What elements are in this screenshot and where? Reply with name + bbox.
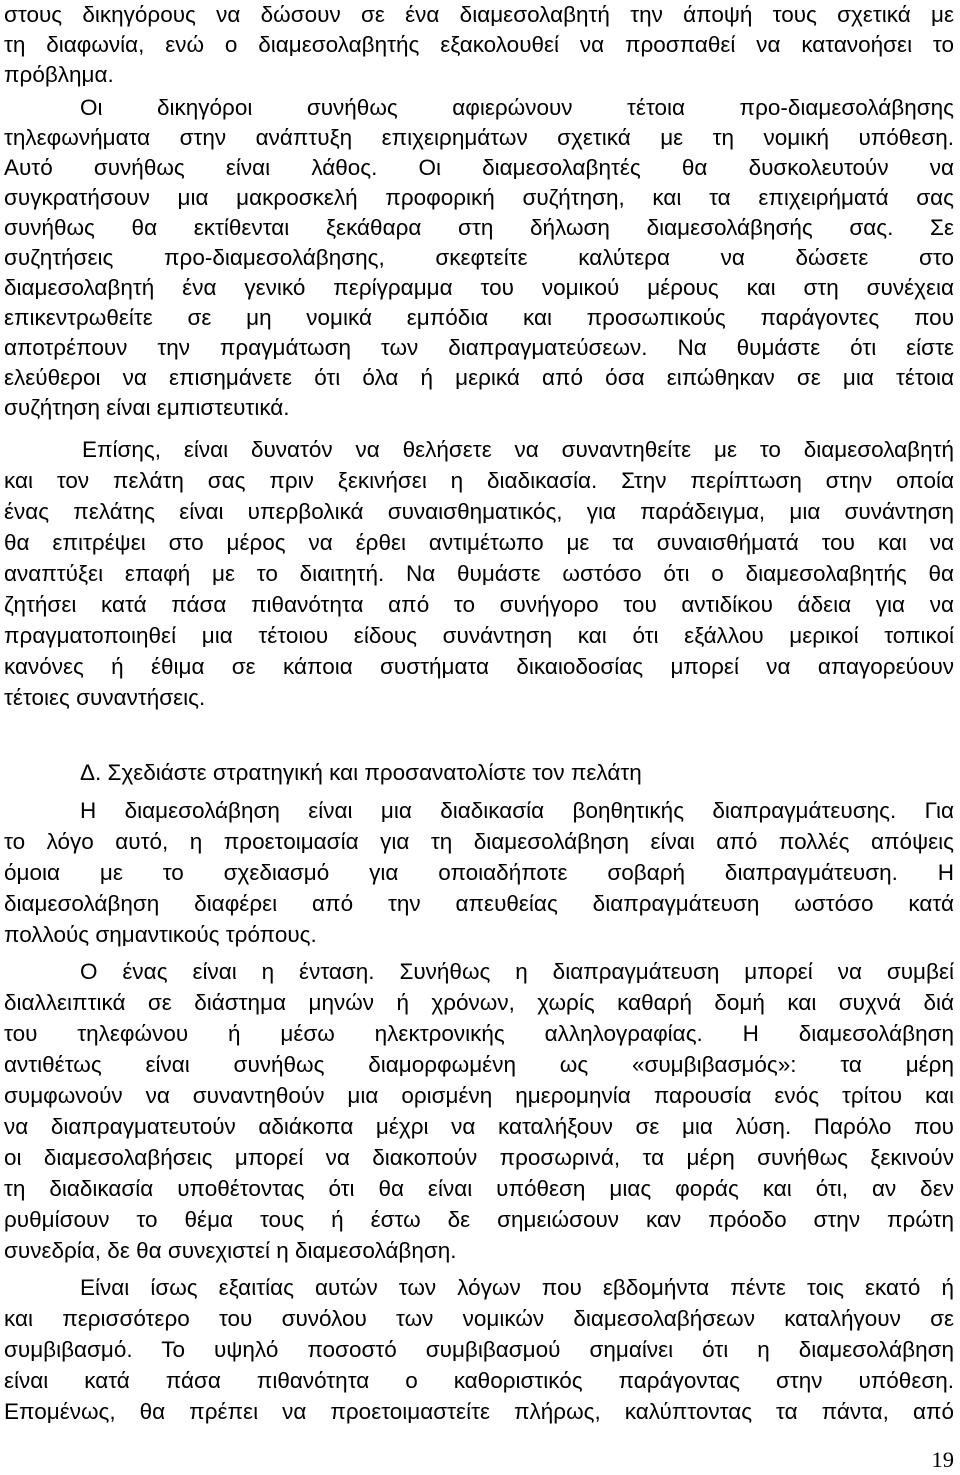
text-line: αποτρέπουν την πραγμάτωση των διαπραγματεύσεων. Να θυμάστε ότι είστε — [4, 335, 954, 360]
section-heading: Δ. Σχεδιάστε στρατηγική και προσανατολίστε τον πελάτη — [80, 760, 642, 785]
text-line: συνεδρία, δε θα συνεχιστεί η διαμεσολάβηση. — [4, 1238, 457, 1263]
text-line: τηλεφωνήματα στην ανάπτυξη επιχειρημάτων σχετικά με τη νομική υπόθεση. — [4, 125, 954, 150]
text-line: να διαπραγματευτούν αδιάκοπα μέχρι να καταλήξουν σε μια λύση. Παρόλο που — [4, 1114, 954, 1139]
text-line: διαμεσολάβηση διαφέρει από την απευθείας διαπραγμάτευση ωστόσο κατά — [4, 891, 954, 916]
text-line: θα επιτρέψει στο μέρος να έρθει αντιμέτωπο με τα συναισθήματά του και να — [4, 530, 954, 555]
text-line: πραγματοποιηθεί μια τέτοιου είδους συνάντηση και ότι εξάλλου μερικοί τοπικοί — [4, 623, 954, 648]
text-line: ρυθμίσουν το θέμα τους ή έστω δε σημειώσουν καν πρόοδο στην πρώτη — [4, 1207, 954, 1232]
text-line: στους δικηγόρους να δώσουν σε ένα διαμεσολαβητή την άποψή τους σχετικά με — [4, 2, 954, 27]
text-line: συγκρατήσουν μια μακροσκελή προφορική συζήτηση, και τα επιχειρήματά σας — [4, 185, 954, 210]
text-line: και περισσότερο του συνόλου των νομικών διαμεσολαβήσεων καταλήγουν σε — [4, 1306, 954, 1331]
text-line: τη διαδικασία υποθέτοντας ότι θα είναι υπόθεση μιας φοράς και ότι, αν δεν — [4, 1176, 954, 1201]
text-line: οι διαμεσολαβήσεις μπορεί να διακοπούν προσωρινά, τα μέρη συνήθως ξεκινούν — [4, 1145, 954, 1170]
text-line: πολλούς σημαντικούς τρόπους. — [4, 922, 317, 947]
text-line: Είναι ίσως εξαιτίας αυτών των λόγων που εβδομήντα πέντε τοις εκατό ή — [80, 1275, 954, 1300]
text-line: αναπτύξει επαφή με το διαιτητή. Να θυμάστε ωστόσο ότι ο διαμεσολαβητής θα — [4, 561, 954, 586]
text-line: Αυτό συνήθως είναι λάθος. Οι διαμεσολαβητές θα δυσκολευτούν να — [4, 155, 954, 180]
text-line: διαλλειπτικά σε διάστημα μηνών ή χρόνων, χωρίς καθαρή δομή και συχνά διά — [4, 990, 954, 1015]
text-line: Η διαμεσολάβηση είναι μια διαδικασία βοηθητικής διαπραγμάτευσης. Για — [80, 798, 954, 823]
text-line: συζήτηση είναι εμπιστευτικά. — [4, 395, 290, 420]
text-line: Ο ένας είναι η ένταση. Συνήθως η διαπραγμάτευση μπορεί να συμβεί — [80, 959, 954, 984]
text-line: συνήθως θα εκτίθενται ξεκάθαρα στη δήλωση διαμεσολάβησής σας. Σε — [4, 215, 954, 240]
text-line: διαμεσολαβητή ένα γενικό περίγραμμα του νομικού μέρους και στη συνέχεια — [4, 275, 954, 300]
text-line: συμφωνούν να συναντηθούν μια ορισμένη ημερομηνία παρουσία ενός τρίτου και — [4, 1083, 954, 1108]
text-line: αντιθέτως είναι συνήθως διαμορφωμένη ως «συμβιβασμός»: τα μέρη — [4, 1052, 954, 1077]
page-number: 19 — [931, 1447, 954, 1472]
text-line: και τον πελάτη σας πριν ξεκινήσει η διαδικασία. Στην περίπτωση στην οποία — [4, 468, 954, 493]
text-line: Οι δικηγόροι συνήθως αφιερώνουν τέτοια προ-διαμεσολάβησης — [80, 95, 954, 120]
text-line: είναι κατά πάσα πιθανότητα ο καθοριστικός παράγοντας στην υπόθεση. — [4, 1368, 954, 1393]
text-line: του τηλεφώνου ή μέσω ηλεκτρονικής αλληλογραφίας. Η διαμεσολάβηση — [4, 1021, 954, 1046]
text-line: Επομένως, θα πρέπει να προετοιμαστείτε πλήρως, καλύπτοντας τα πάντα, από — [4, 1399, 954, 1424]
text-line: ελεύθεροι να επισημάνετε ότι όλα ή μερικά από όσα ειπώθηκαν σε μια τέτοια — [4, 365, 954, 390]
text-line: κανόνες ή έθιμα σε κάποια συστήματα δικαιοδοσίας μπορεί να απαγορεύουν — [4, 654, 954, 679]
text-line: όμοια με το σχεδιασμό για οποιαδήποτε σοβαρή διαπραγμάτευση. Η — [4, 860, 954, 885]
text-line: Επίσης, είναι δυνατόν να θελήσετε να συναντηθείτε με το διαμεσολαβητή — [82, 437, 954, 462]
text-line: ζητήσει κατά πάσα πιθανότητα από το συνήγορο του αντιδίκου άδεια για να — [4, 592, 954, 617]
text-line: συζητήσεις προ-διαμεσολάβησης, σκεφτείτε καλύτερα να δώσετε στο — [4, 245, 954, 270]
text-line: επικεντρωθείτε σε μη νομικά εμπόδια και προσωπικούς παράγοντες που — [4, 305, 954, 330]
text-line: πρόβλημα. — [4, 62, 114, 87]
text-line: συμβιβασμό. Το υψηλό ποσοστό συμβιβασμού σημαίνει ότι η διαμεσολάβηση — [4, 1337, 954, 1362]
text-line: τη διαφωνία, ενώ ο διαμεσολαβητής εξακολουθεί να προσπαθεί να κατανοήσει το — [4, 32, 954, 57]
text-line: ένας πελάτης είναι υπερβολικά συναισθηματικός, για παράδειγμα, μια συνάντηση — [4, 499, 954, 524]
text-line: το λόγο αυτό, η προετοιμασία για τη διαμεσολάβηση είναι από πολλές απόψεις — [4, 829, 954, 854]
text-line: τέτοιες συναντήσεις. — [4, 685, 206, 710]
